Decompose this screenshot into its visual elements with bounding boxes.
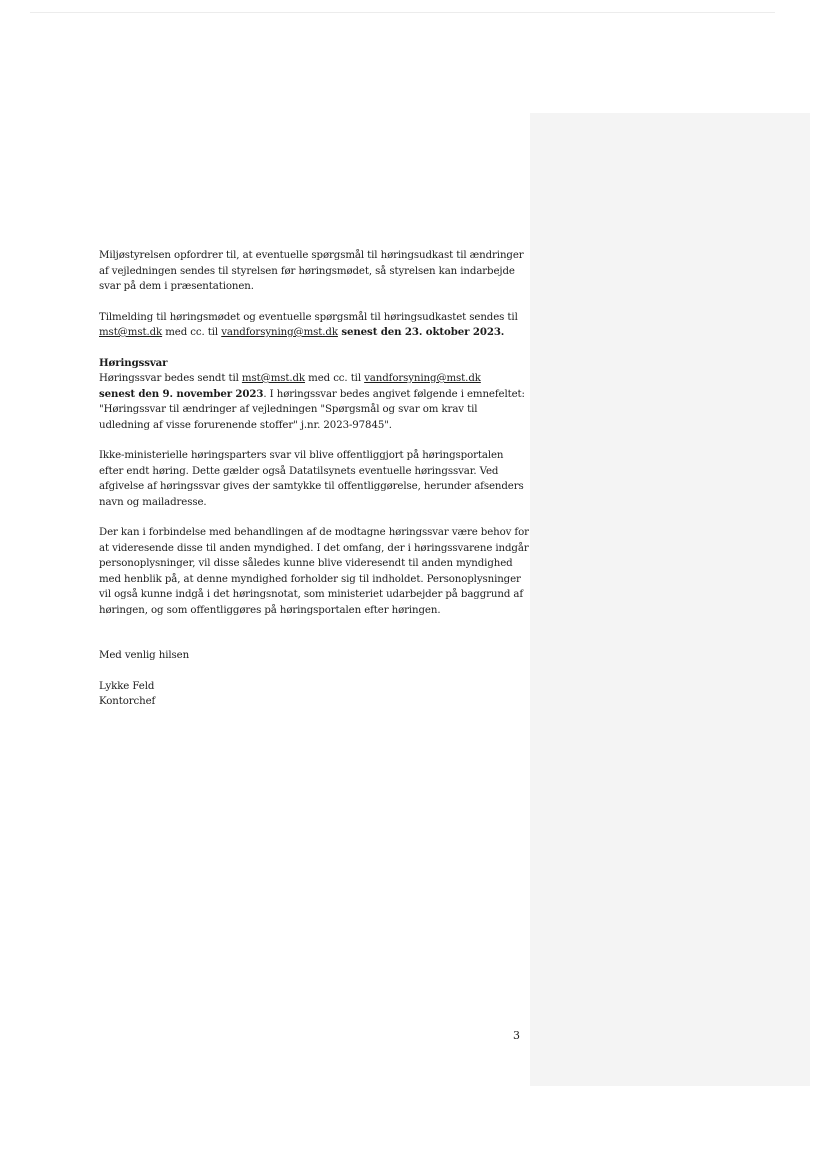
hearing-email-link-mst[interactable]: mst@mst.dk <box>241 373 306 384</box>
closing-greeting: Med venlig hilsen <box>99 650 190 661</box>
paragraph-questions: Miljøstyrelsen opfordrer til, at eventuelle spørgsmål til høringsudkast til ændringer af vejledningen sendes til styrelsen før høringsmødet, så styrelsen kan indarbejde svar på dem i præsentationen. <box>99 250 524 292</box>
section-hearing-responses <box>99 356 529 434</box>
registration-deadline: senest den 23. oktober 2023. <box>337 326 505 338</box>
section-heading: Høringssvar <box>99 356 168 369</box>
paragraph-publication: Ikke-ministerielle høringsparters svar vil blive offentliggjort på høringsportalen efter endt høring. Dette gælder også Datatilsynets eventuelle høringssvar. Ved afgivelse af høringssvar gives der samtykke til offentliggørelse, herunder afsenders navn og mailadresse. <box>99 450 524 508</box>
signature-block <box>99 679 529 710</box>
signer-title: Kontorchef <box>99 696 156 707</box>
hearing-mid: med cc. til <box>305 373 365 384</box>
hearing-deadline: senest den 9. november 2023 <box>99 387 264 400</box>
hearing-subject-instructions: . I høringssvar bedes angivet følgende i emnefeltet: "Høringssvar til ændringer af vejledningen "Spørgsmål og svar om krav til udledning af visse forurenende stoffer" j.nr. 2023-97845". <box>99 388 525 431</box>
top-rule <box>30 12 775 13</box>
email-link-vandforsyning[interactable]: vandforsyning@mst.dk <box>221 327 338 338</box>
paragraph-personal-data: Der kan i forbindelse med behandlingen af de modtagne høringssvar være behov for at videresende disse til anden myndighed. I det omfang, der i høringssvarene indgår personoplysninger, vil disse således kunne blive videresendt til anden myndighed med henblik på, at denne myndighed forholder sig til indholdet. Personoplysninger vil også kunne indgå i det høringsnotat, som ministeriet udarbejder på baggrund af høringen, og som offentliggøres på høringsportalen efter høringen. <box>99 527 529 616</box>
margin-panel <box>530 113 810 1086</box>
hearing-email-link-vandforsyning[interactable]: vandforsyning@mst.dk <box>364 373 481 384</box>
registration-mid: med cc. til <box>162 327 222 338</box>
email-link-mst[interactable]: mst@mst.dk <box>99 327 163 338</box>
hearing-lead: Høringssvar bedes sendt til <box>99 373 242 384</box>
signer-name: Lykke Feld <box>99 680 155 692</box>
page-number: 3 <box>513 1029 520 1042</box>
letter-body <box>99 248 529 710</box>
paragraph-registration <box>99 310 529 341</box>
registration-lead: Tilmelding til høringsmødet og eventuelle spørgsmål til høringsudkastet sendes til <box>99 311 518 323</box>
